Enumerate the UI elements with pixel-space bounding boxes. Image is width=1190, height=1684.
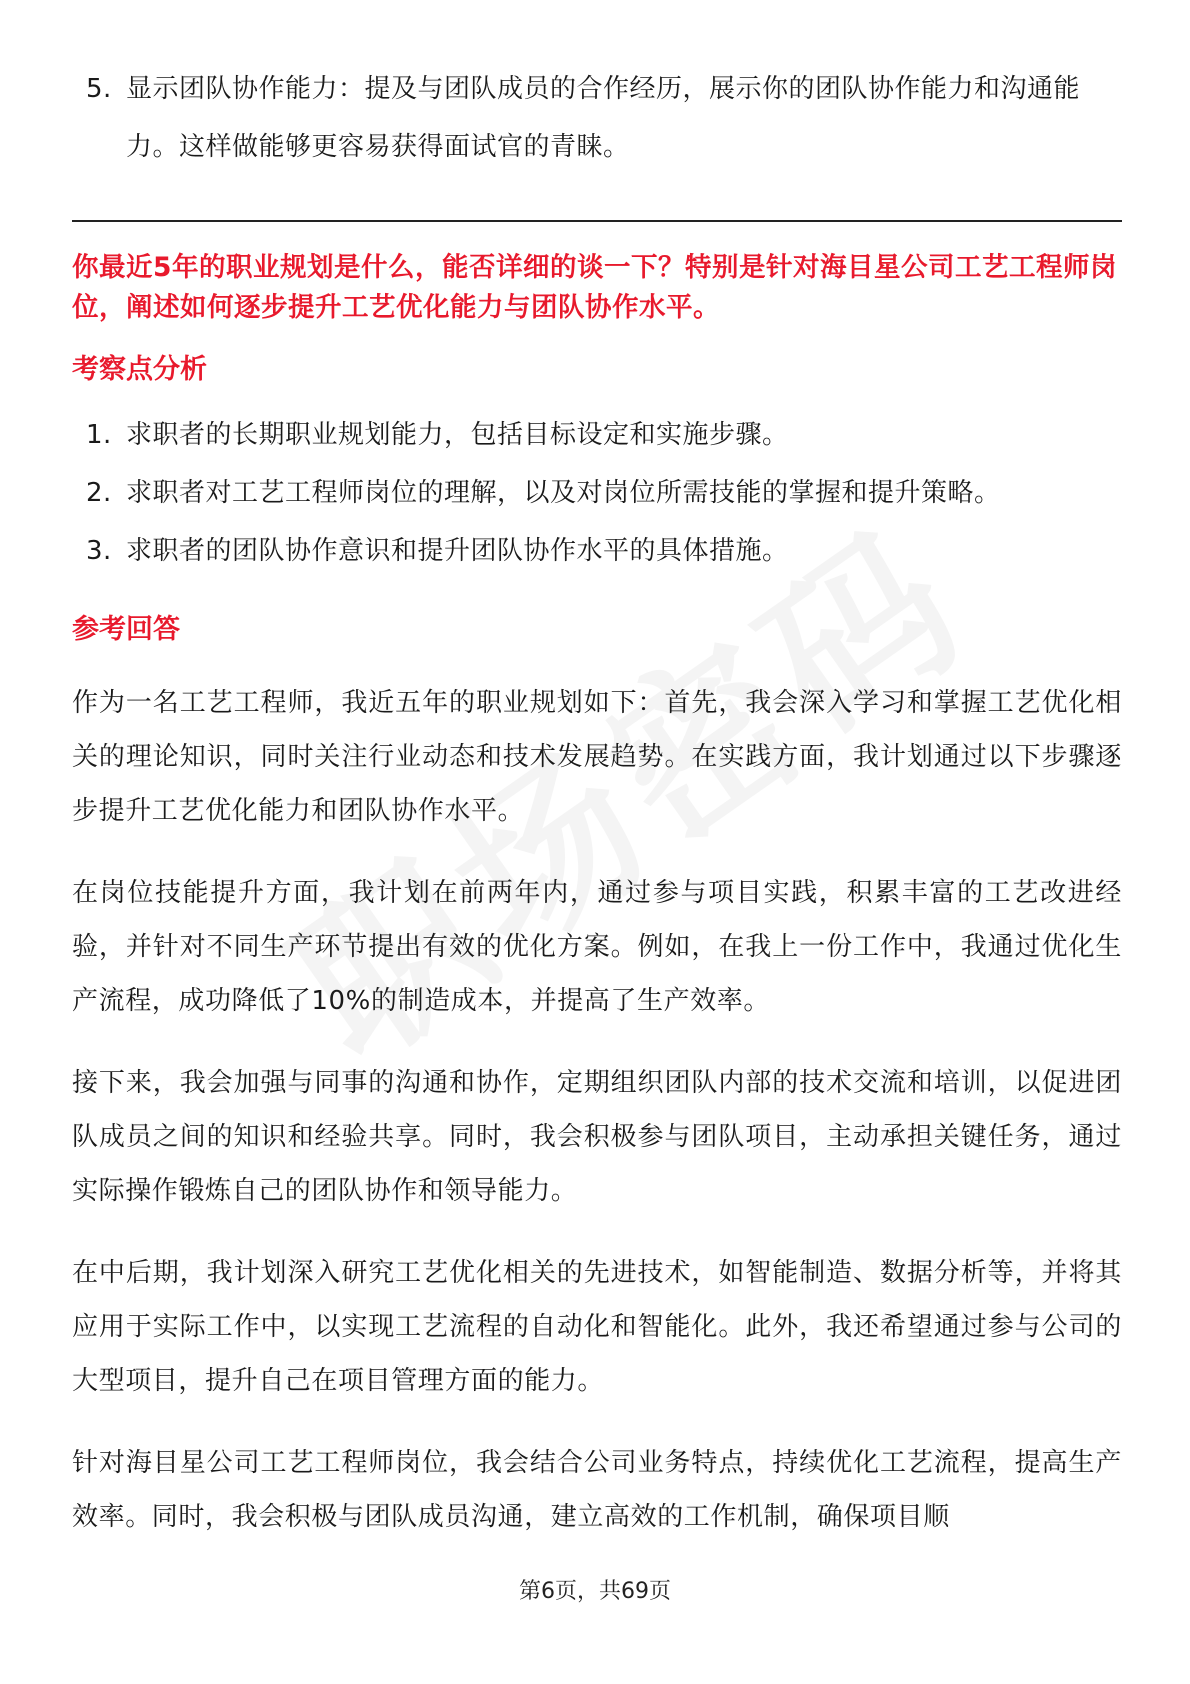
list-text: 求职者的长期职业规划能力，包括目标设定和实施步骤。 (126, 420, 789, 450)
list-text: 求职者对工艺工程师岗位的理解，以及对岗位所需技能的掌握和提升策略。 (126, 478, 1001, 508)
list-text: 显示团队协作能力：提及与团队成员的合作经历，展示你的团队协作能力和沟通能力。这样做能够更容易获得面试官的青睐。 (126, 74, 1081, 162)
analysis-item (72, 464, 1122, 522)
analysis-title: 考察点分析 (72, 354, 207, 385)
page-content (72, 60, 1122, 1572)
analysis-list (72, 406, 1122, 580)
tip-item-5 (72, 60, 1122, 176)
analysis-item (72, 522, 1122, 580)
answer-paragraph: 在中后期，我计划深入研究工艺优化相关的先进技术，如智能制造、数据分析等，并将其应用于实际工作中，以实现工艺流程的自动化和智能化。此外，我还希望通过参与公司的大型项目，提升自己在项目管理方面的能力。 (72, 1258, 1122, 1396)
section-divider (72, 220, 1122, 222)
list-number: 2. (86, 478, 112, 508)
answer-body (72, 676, 1122, 1544)
list-number: 5. (86, 74, 112, 104)
interview-question: 你最近5年的职业规划是什么，能否详细的谈一下？特别是针对海目星公司工艺工程师岗位，阐述如何逐步提升工艺优化能力与团队协作水平。 (72, 252, 1117, 323)
list-number: 1. (86, 420, 112, 450)
page-number-footer: 第6页，共69页 (519, 1579, 671, 1604)
answer-paragraph: 接下来，我会加强与同事的沟通和协作，定期组织团队内部的技术交流和培训，以促进团队成员之间的知识和经验共享。同时，我会积极参与团队项目，主动承担关键任务，通过实际操作锻炼自己的团队协作和领导能力。 (72, 1068, 1122, 1206)
answer-paragraph: 作为一名工艺工程师，我近五年的职业规划如下：首先，我会深入学习和掌握工艺优化相关的理论知识，同时关注行业动态和技术发展趋势。在实践方面，我计划通过以下步骤逐步提升工艺优化能力和团队协作水平。 (72, 688, 1122, 826)
list-text: 求职者的团队协作意识和提升团队协作水平的具体措施。 (126, 536, 789, 566)
analysis-item (72, 406, 1122, 464)
answer-paragraph: 针对海目星公司工艺工程师岗位，我会结合公司业务特点，持续优化工艺流程，提高生产效率。同时，我会积极与团队成员沟通，建立高效的工作机制，确保项目顺 (72, 1448, 1122, 1532)
list-number: 3. (86, 536, 112, 566)
answer-paragraph: 在岗位技能提升方面，我计划在前两年内，通过参与项目实践，积累丰富的工艺改进经验，并针对不同生产环节提出有效的优化方案。例如，在我上一份工作中，我通过优化生产流程，成功降低了10%的制造成本，并提高了生产效率。 (72, 878, 1122, 1016)
answer-title: 参考回答 (72, 614, 180, 645)
